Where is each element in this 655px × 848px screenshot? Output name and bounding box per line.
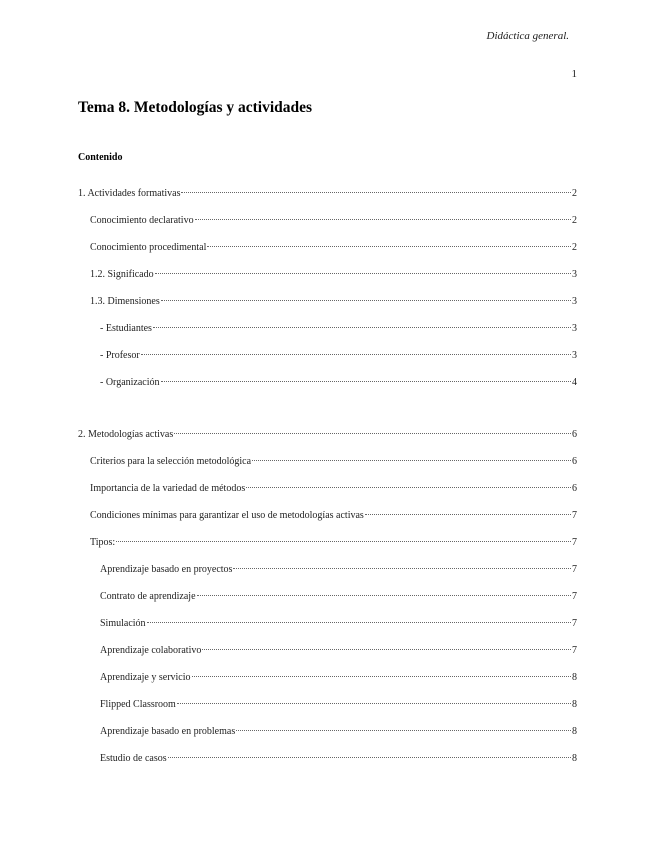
toc-entry-text: Contrato de aprendizaje	[100, 591, 196, 602]
toc-entry[interactable]	[90, 269, 577, 283]
toc-entry-page: 2	[572, 188, 577, 199]
toc-entry-text: - Estudiantes	[100, 323, 152, 334]
toc-entry[interactable]	[100, 350, 577, 364]
toc-entry-page: 6	[572, 483, 577, 494]
toc-entry[interactable]	[90, 296, 577, 310]
toc-dot-leader	[233, 568, 571, 569]
toc-entry-page: 8	[572, 699, 577, 710]
toc-dot-leader	[236, 730, 571, 731]
toc-entry-text: Importancia de la variedad de métodos	[90, 483, 246, 494]
toc-entry-text: Estudio de casos	[100, 753, 167, 764]
toc-entry-page: 3	[572, 269, 577, 280]
toc-entry-text: Aprendizaje colaborativo	[100, 645, 202, 656]
page-number: 1	[571, 68, 577, 80]
toc-entry[interactable]	[100, 672, 577, 686]
toc-dot-leader	[202, 649, 571, 650]
toc-entry-page: 7	[572, 537, 577, 548]
toc-dot-leader	[197, 595, 571, 596]
toc-dot-leader	[365, 514, 571, 515]
toc-entry-page: 8	[572, 753, 577, 764]
toc-entry-text: Condiciones mínimas para garantizar el uso de metodologías activas	[90, 510, 364, 521]
toc-entry[interactable]	[100, 699, 577, 713]
toc-dot-leader	[177, 703, 571, 704]
toc-entry[interactable]	[100, 753, 577, 767]
toc-entry-text: Conocimiento procedimental	[90, 242, 207, 253]
toc-dot-leader	[246, 487, 571, 488]
toc-entry-text: - Organización	[100, 377, 160, 388]
toc-entry[interactable]	[90, 215, 577, 229]
toc-entry-text: Flipped Classroom	[100, 699, 176, 710]
toc-entry-page: 3	[572, 323, 577, 334]
toc-entry[interactable]	[78, 429, 577, 443]
toc-dot-leader	[161, 381, 571, 382]
toc-entry-text: 1.3. Dimensiones	[90, 296, 160, 307]
toc-entry-page: 7	[572, 618, 577, 629]
toc-entry-text: Tipos:	[90, 537, 116, 548]
toc-entry-page: 3	[572, 350, 577, 361]
toc-entry-text: Conocimiento declarativo	[90, 215, 194, 226]
toc-entry-text: 1.2. Significado	[90, 269, 154, 280]
toc-entry[interactable]	[90, 510, 577, 524]
toc-entry[interactable]	[90, 242, 577, 256]
toc-dot-leader	[155, 273, 571, 274]
toc-entry[interactable]	[90, 456, 577, 470]
toc-entry[interactable]	[100, 591, 577, 605]
toc-entry[interactable]	[100, 564, 577, 578]
toc-entry-page: 7	[572, 510, 577, 521]
toc-entry-page: 8	[572, 672, 577, 683]
toc-dot-leader	[153, 327, 571, 328]
toc-dot-leader	[252, 460, 571, 461]
toc-entry-page: 6	[572, 429, 577, 440]
toc-entry[interactable]	[100, 618, 577, 632]
toc-heading: Contenido	[78, 152, 123, 163]
toc-entry[interactable]	[90, 483, 577, 497]
toc-entry[interactable]	[100, 726, 577, 740]
toc-entry-text: Aprendizaje basado en proyectos	[100, 564, 233, 575]
toc-entry-page: 8	[572, 726, 577, 737]
toc-dot-leader	[181, 192, 571, 193]
toc-dot-leader	[168, 757, 571, 758]
toc-entry-page: 7	[572, 564, 577, 575]
toc-entry[interactable]	[100, 645, 577, 659]
toc-dot-leader	[161, 300, 571, 301]
toc-dot-leader	[174, 433, 571, 434]
toc-dot-leader	[195, 219, 571, 220]
toc-entry-text: Simulación	[100, 618, 146, 629]
toc-entry-page: 4	[572, 377, 577, 388]
toc-entry-text: 1. Actividades formativas	[78, 188, 181, 199]
toc-entry[interactable]	[78, 188, 577, 202]
toc-entry-text: Aprendizaje y servicio	[100, 672, 191, 683]
toc-entry-page: 2	[572, 242, 577, 253]
toc-dot-leader	[192, 676, 571, 677]
toc-dot-leader	[116, 541, 571, 542]
toc-entry-text: Criterios para la selección metodológica	[90, 456, 252, 467]
toc-entry-text: 2. Metodologías activas	[78, 429, 174, 440]
page-title: Tema 8. Metodologías y actividades	[78, 99, 313, 116]
toc-entry-page: 2	[572, 215, 577, 226]
toc-entry-text: - Profesor	[100, 350, 140, 361]
toc-entry-page: 7	[572, 645, 577, 656]
toc-entry[interactable]	[90, 537, 577, 551]
toc-entry-text: Aprendizaje basado en problemas	[100, 726, 236, 737]
running-header: Didáctica general.	[486, 30, 569, 42]
toc-entry-page: 3	[572, 296, 577, 307]
toc-entry-page: 6	[572, 456, 577, 467]
toc-entry-page: 7	[572, 591, 577, 602]
toc-dot-leader	[141, 354, 571, 355]
toc-dot-leader	[147, 622, 571, 623]
toc-entry[interactable]	[100, 377, 577, 391]
toc-dot-leader	[207, 246, 571, 247]
toc-entry[interactable]	[100, 323, 577, 337]
